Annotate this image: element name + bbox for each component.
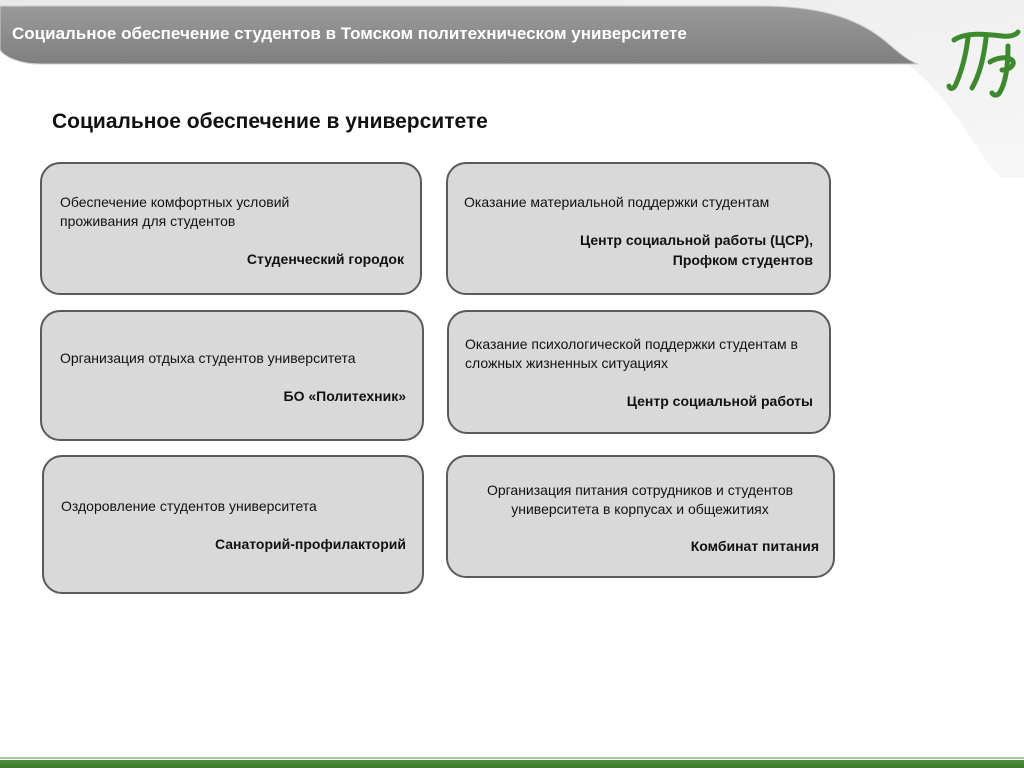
footer-divider [0, 757, 1024, 759]
header-title: Социальное обеспечение студентов в Томском политехническом университете [12, 24, 687, 43]
card-catering [446, 455, 835, 578]
footer-bar [0, 760, 1024, 768]
card-organization: Центр социальной работы (ЦСР), Профком студентов [579, 232, 813, 268]
card-organization: Санаторий-профилакторий [214, 536, 406, 552]
card-recreation [40, 310, 424, 441]
card-description: Организация отдыха студентов университета [60, 350, 356, 366]
card-psychological-support [447, 310, 831, 434]
card-description: Обеспечение комфортных условий проживания для студентов [60, 194, 290, 229]
card-description: Оказание материальной поддержки студентам [464, 194, 770, 210]
card-organization: Центр социальной работы [626, 393, 813, 409]
card-organization: Студенческий городок [246, 251, 404, 267]
card-health [42, 455, 424, 594]
card-housing [40, 162, 422, 295]
card-description: Организация питания сотрудников и студентов университета в корпусах и общежитиях [486, 482, 794, 517]
card-material-support [446, 162, 831, 295]
card-description: Оказание психологической поддержки студентам в сложных жизненных ситуациях [465, 336, 798, 371]
tpu-logo-icon [946, 26, 1022, 98]
card-organization: БО «Политехник» [283, 388, 406, 404]
card-organization: Комбинат питания [690, 538, 819, 554]
section-title: Социальное обеспечение в университете [52, 110, 488, 133]
card-description: Оздоровление студентов университета [61, 498, 317, 514]
